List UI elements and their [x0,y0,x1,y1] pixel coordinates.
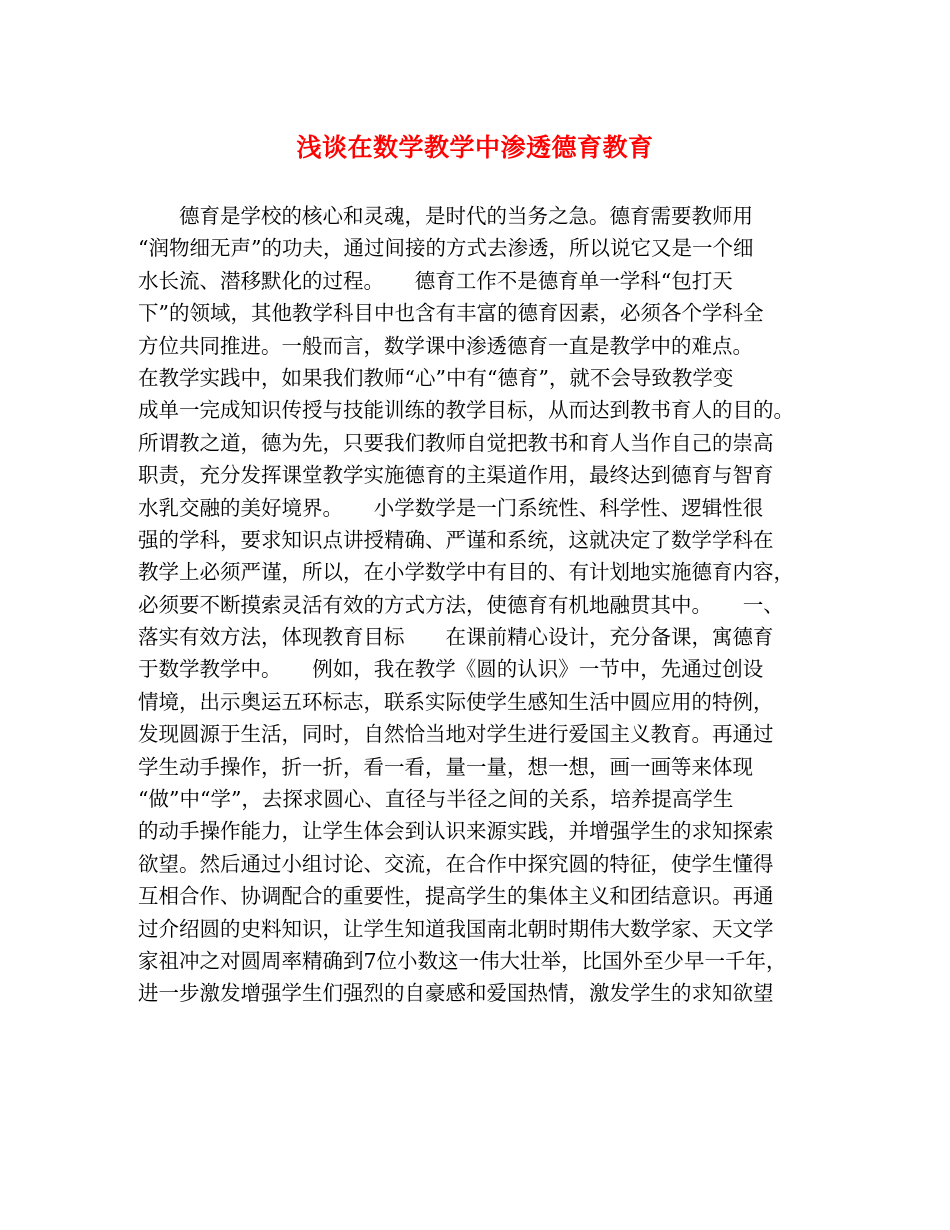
body-line: 进一步激发增强学生们强烈的自豪感和爱国热情，激发学生的求知欲望 [138,981,774,1006]
body-line: 发现圆源于生活，同时，自然恰当地对学生进行爱国主义教育。再通过 [138,722,774,747]
body-line: 互相合作、协调配合的重要性，提高学生的集体主义和团结意识。再通 [138,884,774,909]
body-line: “做”中“学”，去探求圆心、直径与半径之间的关系，培养提高学生 [138,787,734,812]
body-line: 德育是学校的核心和灵魂，是时代的当务之急。德育需要教师用 [138,204,753,228]
body-line: 水长流、潜移默化的过程。 德育工作不是德育单一学科“包打天 [138,268,733,293]
document-title: 浅谈在数学教学中渗透德育教育 [296,133,654,162]
body-line: 学生动手操作，折一折，看一看，量一量，想一想，画一画等来体现 [138,754,753,779]
body-line: 于数学教学中。 例如，我在教学《圆的认识》一节中，先通过创设 [138,657,764,682]
body-line: 情境，出示奥运五环标志，联系实际使学生感知生活中圆应用的特例， [138,689,774,714]
body-line: 在教学实践中，如果我们教师“心”中有“德育”，就不会导致教学变 [138,365,734,390]
body-line: 水乳交融的美好境界。 小学数学是一门系统性、科学性、逻辑性很 [138,495,764,520]
body-line: 落实有效方法，体现教育目标 在课前精心设计，充分备课，寓德育 [138,625,774,650]
body-line: 成单一完成知识传授与技能训练的教学目标，从而达到教书育人的目的。 [138,398,794,423]
body-line: 职责，充分发挥课堂教学实施德育的主渠道作用，最终达到德育与智育 [138,463,774,488]
body-line: 必须要不断摸索灵活有效的方式方法，使德育有机地融贯其中。 一、 [138,592,784,617]
body-line: 教学上必须严谨，所以，在小学数学中有目的、有计划地实施德育内容， [138,560,794,585]
body-line: 过介绍圆的史料知识，让学生知道我国南北朝时期伟大数学家、天文学 [138,916,774,941]
body-line: 欲望。然后通过小组讨论、交流，在合作中探究圆的特征，使学生懂得 [138,851,774,876]
body-line: 所谓教之道，德为先，只要我们教师自觉把教书和育人当作自己的崇高 [138,430,774,455]
body-line: 家祖冲之对圆周率精确到7位小数这一伟大壮举，比国外至少早一千年， [138,948,787,973]
document-body [138,200,818,1010]
body-line: 强的学科，要求知识点讲授精确、严谨和系统，这就决定了数学学科在 [138,527,774,552]
body-line: 的动手操作能力，让学生体会到认识来源实践，并增强学生的求知探索 [138,819,774,844]
body-line: “润物细无声”的功夫，通过间接的方式去渗透，所以说它又是一个细 [138,236,754,261]
body-line: 方位共同推进。一般而言，数学课中渗透德育一直是教学中的难点。 [138,333,753,358]
body-line: 下”的领域，其他教学科目中也含有丰富的德育因素，必须各个学科全 [138,301,764,326]
